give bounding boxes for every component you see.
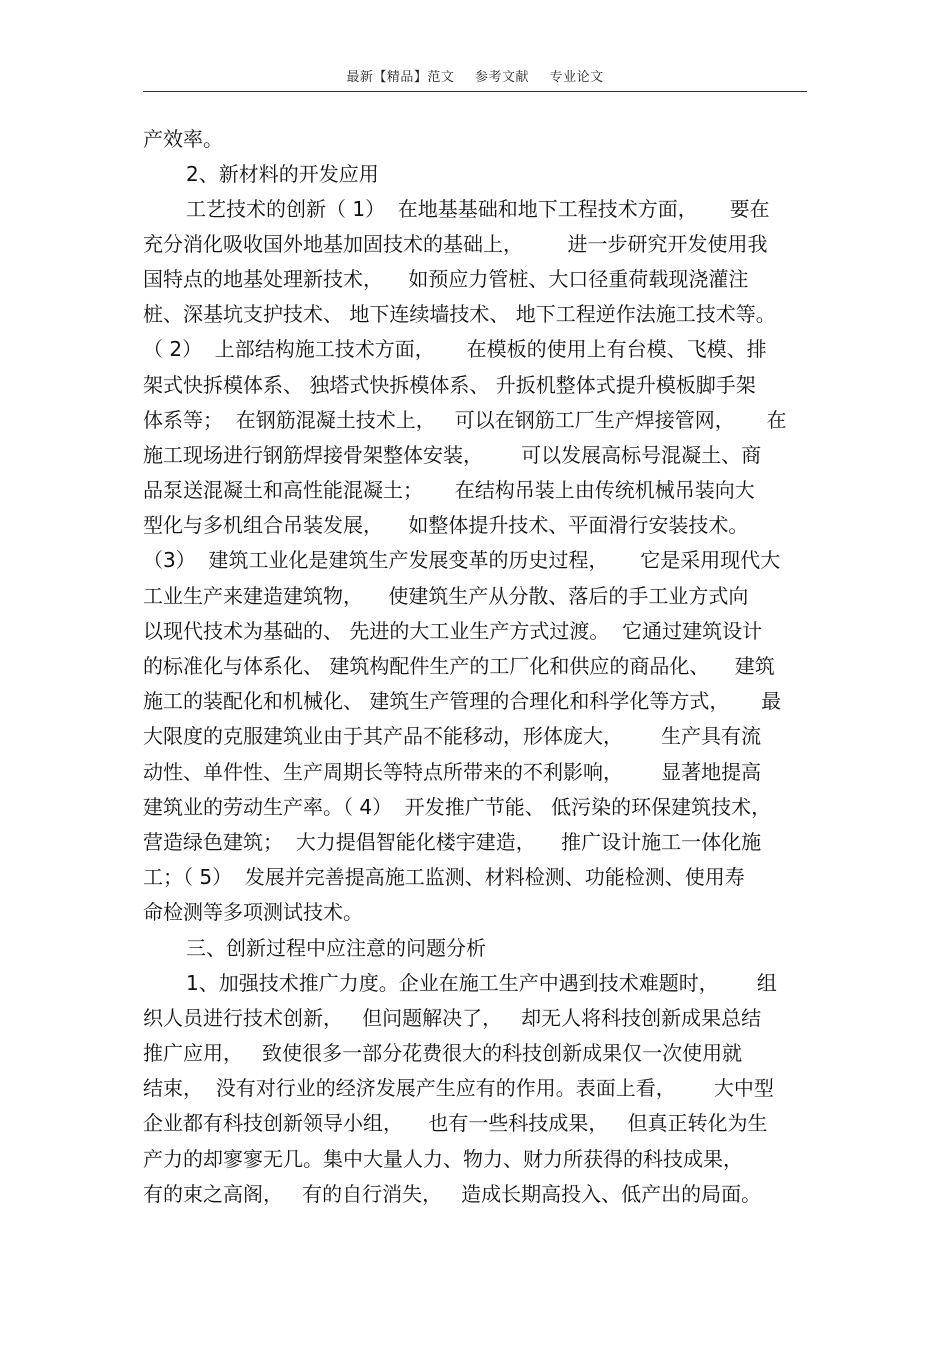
body-line: 体系等； 在钢筋混凝土技术上， 可以在钢筋工厂生产焊接管网， 在 <box>143 408 787 432</box>
body-line: 产力的却寥寥无几。集中大量人力、物力、财力所获得的科技成果， <box>143 1147 743 1171</box>
body-line: 结束， 没有对行业的经济发展产生应有的作用。表面上看， 大中型 <box>143 1076 774 1100</box>
body-line: 充分消化吸收国外地基加固技术的基础上， 进一步研究开发使用我 <box>143 232 768 256</box>
body-line: 桩、深基坑支护技术、 地下连续墙技术、 地下工程逆作法施工技术等。 <box>143 302 776 326</box>
body-line: 织人员进行技术创新， 但问题解决了， 却无人将科技创新成果总结 <box>143 1006 762 1030</box>
body-line: 以现代技术为基础的、 先进的大工业生产方式过渡。 它通过建筑设计 <box>143 619 763 643</box>
body-line: 工业生产来建造建筑物， 使建筑生产从分散、落后的手工业方式向 <box>143 584 749 608</box>
body-line: 施工现场进行钢筋焊接骨架整体安装， 可以发展高标号混凝土、商 <box>143 443 762 467</box>
body-line: 企业都有科技创新领导小组， 也有一些科技成果， 但真正转化为生 <box>143 1111 768 1135</box>
body-line: （3） 建筑工业化是建筑生产发展变革的历史过程， 它是采用现代大 <box>143 548 781 572</box>
header-item-references: 参考文献 <box>474 70 529 85</box>
body-line: 架式快拆模体系、 独塔式快拆模体系、 升扳机整体式提升模板脚手架 <box>143 373 756 397</box>
body-line: （ 2） 上部结构施工技术方面， 在模板的使用上有台模、飞模、排 <box>143 337 767 361</box>
body-line: 大限度的克服建筑业由于其产品不能移动，形体庞大， 生产具有流 <box>143 724 762 748</box>
header-item-papers: 专业论文 <box>549 70 604 85</box>
body-line: 命检测等多项测试技术。 <box>143 900 363 924</box>
body-line: 动性、单件性、生产周期长等特点所带来的不利影响， 显著地提高 <box>143 760 762 784</box>
header-item-featured: 最新【精品】范文 <box>346 70 455 85</box>
body-line: 有的束之高阁， 有的自行消失， 造成长期高投入、低产出的局面。 <box>143 1182 762 1206</box>
body-line: 型化与多机组合吊装发展， 如整体提升技术、平面滑行安装技术。 <box>143 513 749 537</box>
body-line: 国特点的地基处理新技术， 如预应力管桩、大口径重荷载现浇灌注 <box>143 267 749 291</box>
page-header <box>143 66 807 85</box>
body-line: 品泵送混凝土和高性能混凝土； 在结构吊装上由传统机械吊装向大 <box>143 478 755 502</box>
body-line: 工；（ 5） 发展并完善提高施工监测、材料检测、功能检测、使用寿 <box>143 865 745 889</box>
body-line: 产效率。 <box>143 127 223 151</box>
body-line: 营造绿色建筑； 大力提倡智能化楼宇建造， 推广设计施工一体化施 <box>143 830 762 854</box>
body-line: 1、加强技术推广力度。企业在施工生产中遇到技术难题时， 组 <box>186 971 777 995</box>
section-heading: 2、新材料的开发应用 <box>186 162 379 186</box>
body-line: 推广应用， 致使很多一部分花费很大的科技创新成果仅一次使用就 <box>143 1041 743 1065</box>
header-divider <box>143 91 807 92</box>
body-line: 建筑业的劳动生产率。（ 4） 开发推广节能、 低污染的环保建筑技术， <box>143 795 772 819</box>
body-line: 工艺技术的创新（ 1） 在地基基础和地下工程技术方面， 要在 <box>186 197 770 221</box>
section-heading: 三、创新过程中应注意的问题分析 <box>186 936 486 960</box>
body-line: 的标准化与体系化、 建筑构配件生产的工厂化和供应的商品化、 建筑 <box>143 654 775 678</box>
body-line: 施工的装配化和机械化、 建筑生产管理的合理化和科学化等方式， 最 <box>143 689 782 713</box>
